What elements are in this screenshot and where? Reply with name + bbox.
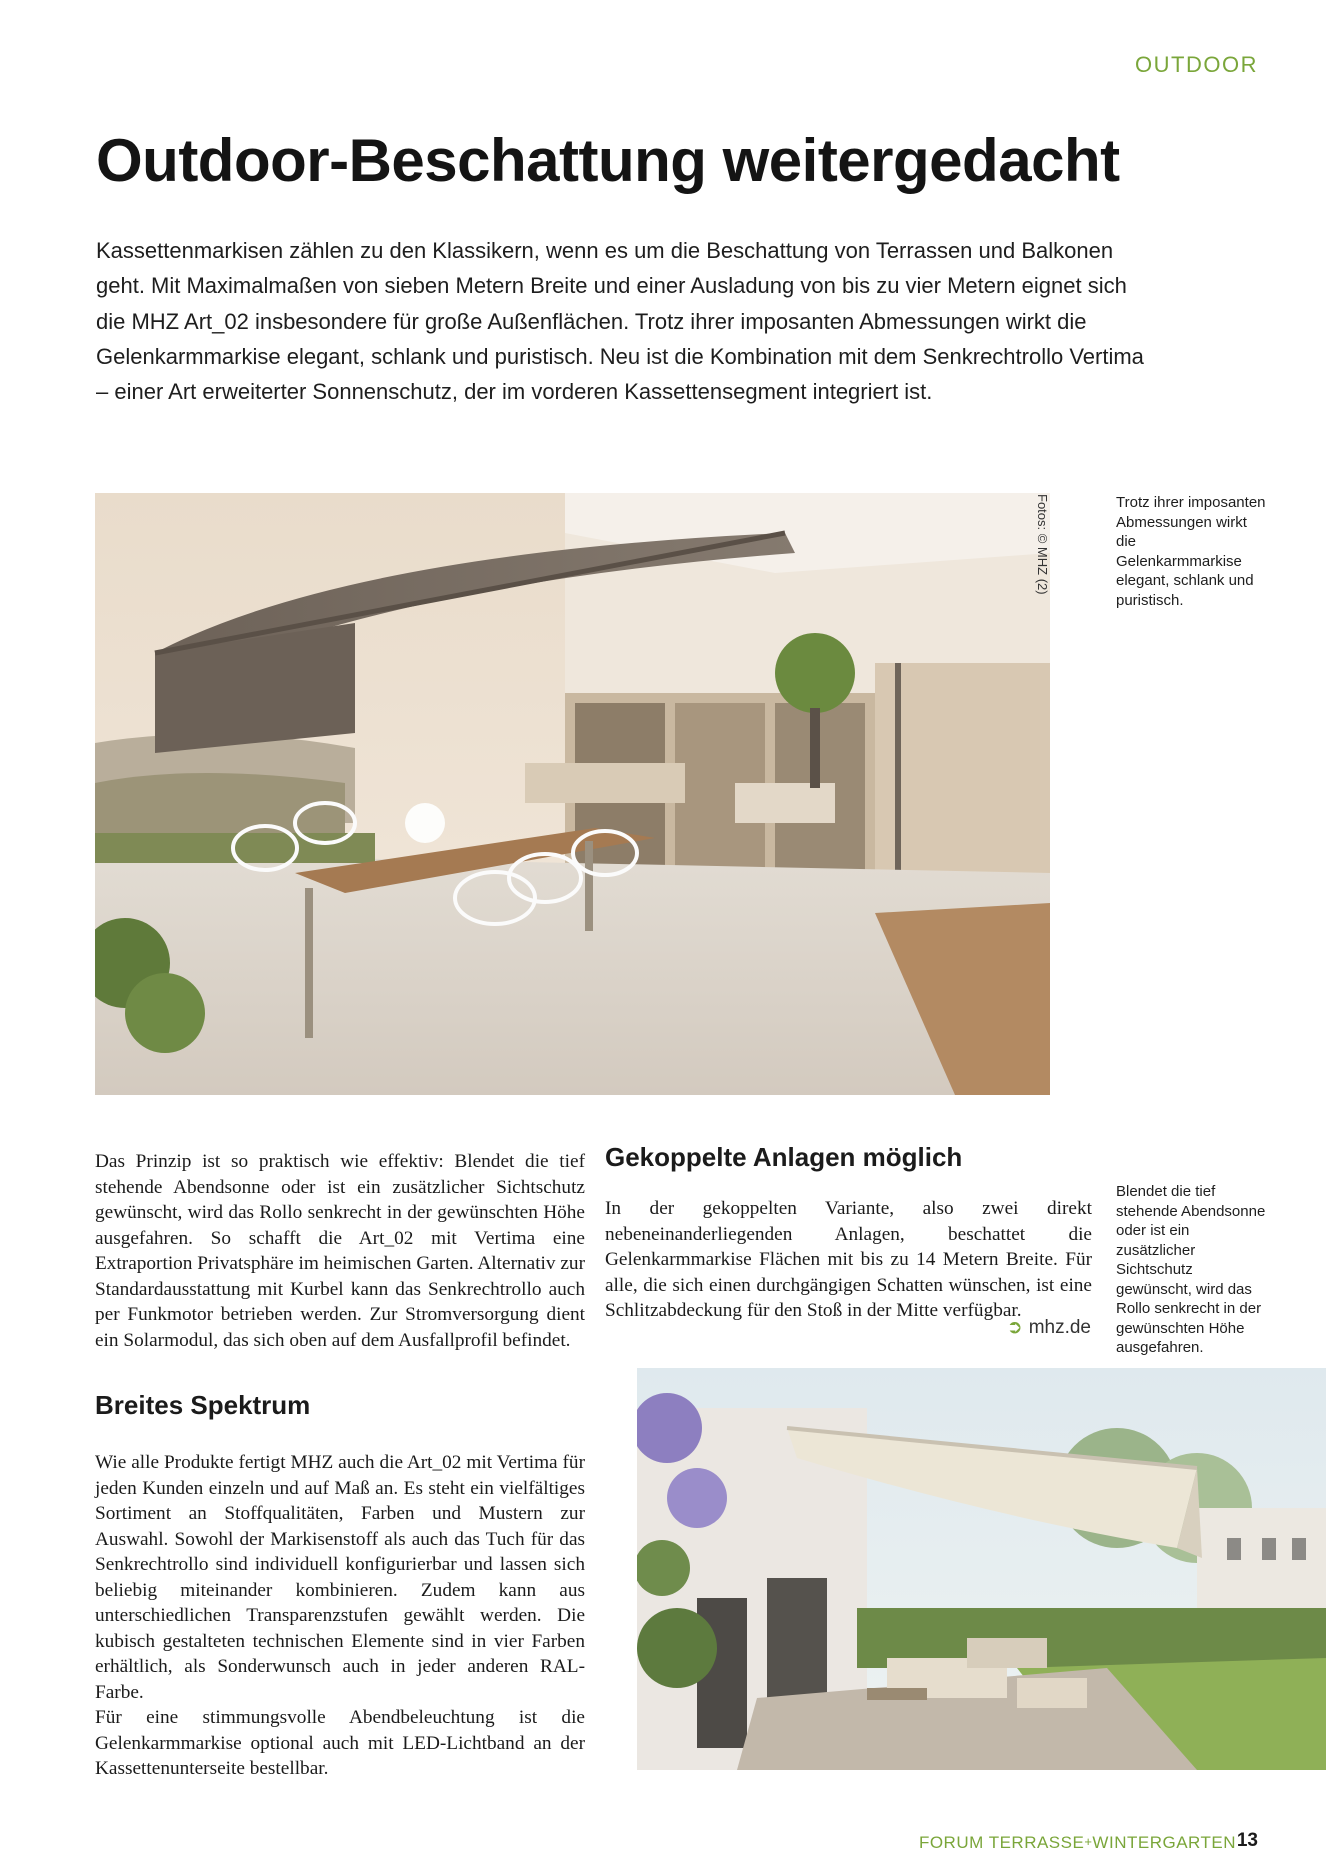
body-paragraph-beleuchtung: Für eine stimmungsvolle Abendbeleuchtung ist die Gelenkarmmarkise optional auch mit LED-Lichtband an der Kassettenunterseite bestellbar.	[95, 1707, 585, 1779]
magazine-name-part1: FORUM TERRASSE	[918, 1833, 1085, 1852]
body-text-breites-spektrum	[95, 1450, 585, 1782]
terrace-awning-photo	[95, 493, 1050, 1095]
intro-paragraph: Kassettenmarkisen zählen zu den Klassikern, wenn es um die Beschattung von Terrassen und Balkonen geht. Mit Maximalmaßen von sieben Metern Breite und einer Ausladung von bis zu vier Metern eignet sich die MHZ Art_02 insbesondere für große Außenflächen. Trotz ihrer imposanten Abmessungen wirkt die Gelenkarmmarkise elegant, schlank und puristisch. Neu ist die Kombination mit dem Senkrechtrollo Vertima – einer Art erweiterter Sonnenschutz, der im vorderen Kassettensegment integriert ist.	[96, 238, 1144, 405]
page-title: Outdoor-Beschattung weitergedacht	[96, 127, 1120, 194]
garden-awning-photo	[637, 1368, 1326, 1770]
magazine-name-part2: WINTERGARTEN	[1092, 1833, 1236, 1852]
photo-credit: Fotos: © MHZ (2)	[1035, 494, 1050, 595]
body-paragraph-spektrum: Wie alle Produkte fertigt MHZ auch die Art_02 mit Vertima für jeden Kunden einzeln und auf Maß an. Es steht ein vielfältiges Sortiment an Stoffqualitäten, Farben und Mustern zur Auswahl. Sowohl der Markisenstoff als auch das Tuch für das Senkrechtrollo sind individuell konfigurierbar und lassen sich beliebig miteinander kombinieren. Zudem kann aus unterschiedlichen Transparenzstufen gewählt werden. Die kubisch gestalteten technischen Elemente sind in vier Farben erhältlich, als Sonderwunsch auch in jeder anderen RAL-Farbe.	[95, 1452, 585, 1703]
website-link[interactable]	[1007, 1316, 1091, 1339]
magazine-name-plus: +	[1084, 1834, 1093, 1849]
arrow-link-icon: ➲	[1006, 1317, 1023, 1338]
heading-breites-spektrum: Breites Spektrum	[95, 1390, 311, 1420]
caption-top: Trotz ihrer imposanten Abmessungen wirkt die Gelenkarmmarkise elegant, schlank und puristisch.	[1116, 494, 1266, 609]
page-number: 13	[1236, 1830, 1258, 1851]
body-paragraph-gekoppelt: In der gekoppelten Variante, also zwei direkt nebeneinanderliegenden Anlagen, beschattet die Gelenkarmmarkise Flächen mit bis zu 14 Metern Breite. Für alle, die sich einen durchgängigen Schatten wünschen, ist eine Schlitzabdeckung für den Stoß in der Mitte verfügbar.	[605, 1198, 1092, 1321]
caption-middle: Blendet die tief stehende Abendsonne oder ist ein zusätzlicher Sichtschutz gewünscht, wird das Rollo senkrecht in der gewünschten Höhe ausgefahren.	[1116, 1183, 1266, 1356]
heading-gekoppelte-anlagen: Gekoppelte Anlagen möglich	[605, 1142, 963, 1172]
website-link-text: mhz.de	[1028, 1317, 1091, 1338]
magazine-name	[919, 1833, 1236, 1853]
section-label: OUTDOOR	[1135, 52, 1258, 77]
body-paragraph-prinzip: Das Prinzip ist so praktisch wie effektiv: Blendet die tief stehende Abendsonne oder ist ein zusätzlicher Sichtschutz gewünscht, wird das Rollo senkrecht in der gewünschten Höhe ausgefahren. So schafft die Art_02 mit Vertima eine Extraportion Privatsphäre im heimischen Garten. Alternativ zur Standardausstattung mit Kurbel kann das Senkrechtrollo auch per Funkmotor betrieben werden. Zur Stromversorgung dient ein Solarmodul, das sich oben auf dem Ausfallprofil befindet.	[95, 1151, 585, 1351]
